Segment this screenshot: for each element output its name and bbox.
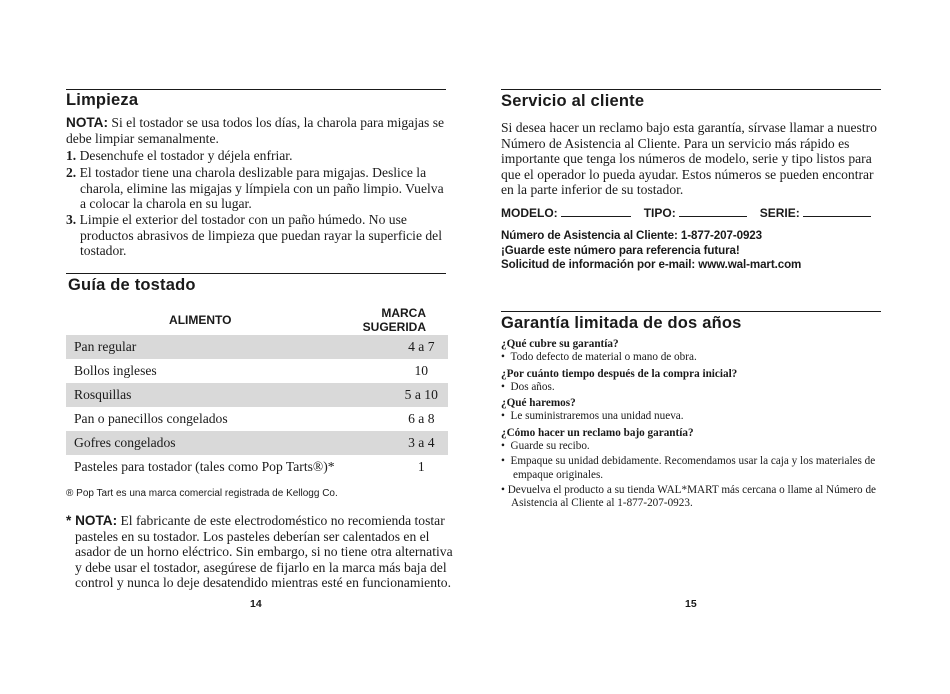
setting-cell: 5 a 10 [335, 383, 448, 407]
step-text: Limpie el exterior del tostador con un paño húmedo. No use productos abrasivos de limpieza que puedan rayar la superficie del tostador. [79, 212, 442, 259]
limpieza-step-3 [66, 212, 448, 259]
id-fields-row [501, 206, 871, 220]
setting-cell: 4 a 7 [335, 335, 448, 359]
limpieza-note-label: NOTA: [66, 115, 109, 130]
serial-field-line [803, 206, 871, 217]
servicio-body: Si desea hacer un reclamo bajo esta garantía, sírvase llamar a nuestro Número de Asistencia al Cliente. Para un servicio más rápido es importante que tenga los números de modelo, serie y tipo listos para que el operador lo pueda ayudar. Estos números se pueden encontrar en la parte inferior de su tostador. [501, 120, 877, 198]
servicio-top-rule [501, 89, 881, 90]
page-number-right: 15 [685, 598, 697, 610]
model-field-line [561, 206, 631, 217]
garantia-top-rule [501, 311, 881, 312]
contact-phone: Número de Asistencia al Cliente: 1-877-207-0923 [501, 229, 762, 242]
setting-cell: 10 [414, 363, 429, 378]
contact-keep-note: ¡Guarde este número para referencia futura! [501, 243, 740, 257]
faq-answer-text: Dos años. [510, 380, 555, 393]
step-text: El tostador tiene una charola deslizable para migajas. Deslice la charola, elimine las migajas y límpiela con un paño limpio. Vuelva a colocar la charola en su lugar. [79, 165, 444, 212]
warning-label: * NOTA: [66, 513, 118, 528]
food-cell: Pan o panecillos congelados [74, 411, 228, 426]
food-cell: Gofres congelados [66, 431, 335, 455]
guia-heading: Guía de tostado [68, 276, 196, 294]
garantia-heading: Garantía limitada de dos años [501, 314, 742, 332]
step-number: 1. [66, 148, 77, 163]
trademark-note: ® Pop Tart es una marca comercial registrada de Kellogg Co. [66, 488, 338, 499]
pastry-warning [66, 513, 457, 591]
faq-answer-text: Empaque su unidad debidamente. Recomendamos usar la caja y los materiales de empaque originales. [510, 455, 876, 481]
table-header-row [66, 305, 448, 335]
type-label: TIPO: [643, 206, 676, 220]
faq-question: ¿Cómo hacer un reclamo bajo garantía? [501, 426, 694, 439]
toasting-guide-table [66, 305, 448, 479]
limpieza-heading: Limpieza [66, 91, 139, 109]
table-row [66, 383, 448, 407]
food-cell: Pan regular [66, 335, 335, 359]
faq-question: ¿Por cuánto tiempo después de la compra inicial? [501, 367, 738, 380]
servicio-heading: Servicio al cliente [501, 92, 645, 110]
faq-answer: • Todo defecto de material o mano de obra. [501, 351, 697, 364]
page-number-left: 14 [250, 598, 262, 610]
contact-email: Solicitud de información por e-mail: www.wal-mart.com [501, 258, 802, 271]
food-cell: Bollos ingleses [74, 363, 157, 378]
faq-answer: • Devuelva el producto a su tienda WAL*MART más cercana o llame al Número de Asistencia al Cliente al 1-877-207-0923. [501, 483, 877, 510]
contact-block [501, 229, 801, 273]
model-label: MODELO: [501, 206, 558, 220]
step-number: 2. [66, 165, 77, 180]
step-text: Desenchufe el tostador y déjela enfriar. [79, 148, 293, 163]
faq-answer: • Dos años. [501, 380, 555, 393]
type-field-line [679, 206, 747, 217]
setting-cell: 1 [417, 459, 425, 474]
col-header-setting: MARCA SUGERIDA [362, 306, 426, 334]
faq-answer-text: Todo defecto de material o mano de obra. [510, 351, 697, 364]
faq-answer-text: Guarde su recibo. [510, 440, 590, 453]
food-cell: Rosquillas [66, 383, 335, 407]
step-number: 3. [66, 212, 77, 227]
setting-cell: 3 a 4 [335, 431, 448, 455]
guia-top-rule [66, 273, 446, 274]
limpieza-note [66, 115, 448, 146]
table-row [66, 431, 448, 455]
faq-answer-text: Devuelva el producto a su tienda WAL*MART más cercana o llame al Número de Asistencia al Cliente al 1-877-207-0923. [507, 483, 877, 510]
faq-answer: • Empaque su unidad debidamente. Recomendamos usar la caja y los materiales de empaque originales. [501, 455, 876, 481]
warranty-faq [501, 338, 876, 511]
faq-answer: • Le suministraremos una unidad nueva. [501, 410, 684, 423]
faq-answer-text: Le suministraremos una unidad nueva. [510, 410, 684, 423]
table-row [66, 455, 448, 479]
faq-question: ¿Qué cubre su garantía? [501, 338, 619, 350]
limpieza-step-2 [66, 165, 448, 212]
faq-answer: • Guarde su recibo. [501, 440, 590, 453]
serial-label: SERIE: [759, 206, 800, 220]
limpieza-note-text: Si el tostador se usa todos los días, la charola para migajas se debe limpiar semanalmente. [66, 115, 445, 146]
table-row [66, 359, 448, 383]
limpieza-top-rule [66, 89, 446, 90]
limpieza-step-1 [66, 148, 448, 164]
table-row [66, 335, 448, 359]
table-row [66, 407, 448, 431]
food-cell: Pasteles para tostador (tales como Pop Tarts®)* [74, 459, 335, 474]
warning-text: El fabricante de este electrodoméstico no recomienda tostar pasteles en su tostador. Los pasteles deberían ser calentados en el asador de un horno eléctrico. Sin embargo, si no tiene otra alternativa y debe usar el tostador, asegúrese de fijarlo en la marca más baja del control y nunca lo deje desatendido mientras esté en funcionamiento. [75, 513, 453, 591]
setting-cell: 6 a 8 [408, 411, 435, 426]
col-header-food: ALIMENTO [169, 313, 232, 327]
faq-question: ¿Qué haremos? [501, 397, 576, 410]
